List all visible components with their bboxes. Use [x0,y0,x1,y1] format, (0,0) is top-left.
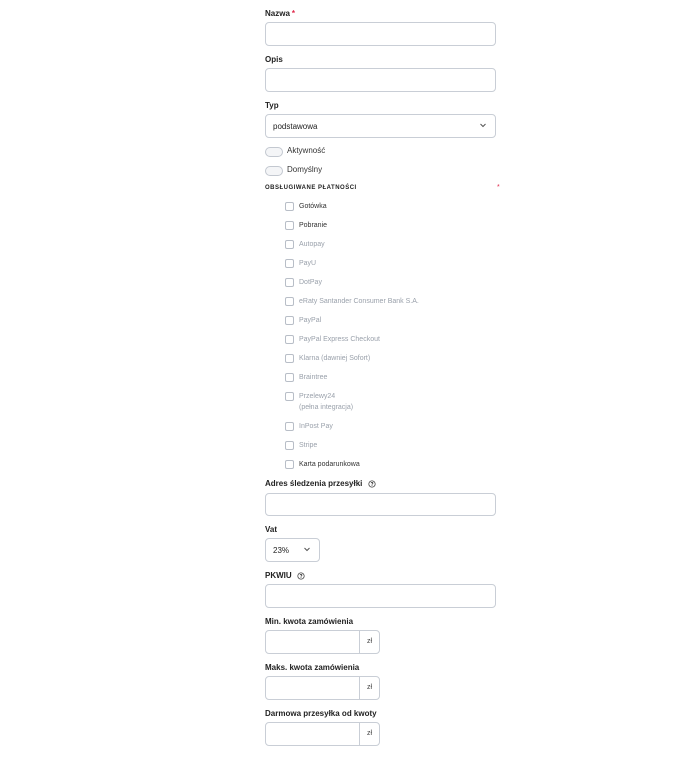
type-select-value: podstawowa [273,122,318,131]
payment-checkbox[interactable] [285,259,294,268]
currency-addon: zł [359,631,379,653]
currency-addon: zł [359,677,379,699]
max-order-input[interactable] [265,676,380,700]
name-label: Nazwa * [265,9,296,18]
payment-checkbox[interactable] [285,335,294,344]
active-toggle[interactable] [265,147,283,157]
payment-option-label: Braintree [299,374,328,381]
payment-option-label: Gotówka [299,203,327,210]
vat-select-value: 23% [273,546,290,555]
payment-option-label: Przelewy24 (pełna integracja) [299,393,354,411]
chevron-down-icon [302,544,312,554]
free-shipping-input[interactable] [265,722,380,746]
free-shipping-label: Darmowa przesyłka od kwoty [265,709,377,718]
payment-option-label: Klarna (dawniej Sofort) [299,355,371,362]
vat-select[interactable] [265,538,320,562]
payment-checkbox[interactable] [285,392,294,401]
type-label: Typ [265,101,279,110]
description-label: Opis [265,55,283,64]
payment-option-label: PayPal [299,317,322,324]
payment-checkbox[interactable] [285,373,294,382]
max-order-label: Maks. kwota zamówienia [265,663,360,672]
payments-section-title: OBSŁUGIWANE PŁATNOŚCI [265,185,357,191]
payment-option-label: Stripe [299,442,318,449]
default-label: Domyślny [287,165,323,174]
min-order-label: Min. kwota zamówienia [265,617,354,626]
description-input[interactable] [265,68,496,92]
payments-required-mark: * [497,184,500,191]
pkwiu-input[interactable] [265,584,496,608]
payment-checkbox[interactable] [285,441,294,450]
payment-option-label: InPost Pay [299,423,333,430]
payment-checkbox[interactable] [285,202,294,211]
payment-checkbox[interactable] [285,460,294,469]
currency-addon: zł [359,723,379,745]
payment-option-label: PayU [299,260,317,267]
payment-checkbox[interactable] [285,221,294,230]
active-label: Aktywność [287,146,326,155]
payment-option-label: Autopay [299,241,325,248]
tracking-label: Adres śledzenia przesyłki [265,479,376,489]
min-order-input[interactable] [265,630,380,654]
payment-checkbox[interactable] [285,297,294,306]
default-toggle[interactable] [265,166,283,176]
tracking-url-input[interactable] [265,493,496,516]
payment-option-label: DotPay [299,279,322,286]
required-mark: * [291,9,296,18]
payment-option-label: Karta podarunkowa [299,461,360,468]
pkwiu-label: PKWIU [265,571,305,581]
help-icon[interactable] [368,480,376,488]
payment-option-label: eRaty Santander Consumer Bank S.A. [299,298,419,305]
payment-checkbox[interactable] [285,240,294,249]
vat-label: Vat [265,525,278,534]
type-select[interactable] [265,114,496,138]
help-icon[interactable] [297,572,305,580]
payment-checkbox[interactable] [285,278,294,287]
payment-option-label: PayPal Express Checkout [299,336,380,343]
payment-checkbox[interactable] [285,316,294,325]
payment-checkbox[interactable] [285,354,294,363]
chevron-down-icon [478,120,488,130]
name-input[interactable] [265,22,496,46]
payment-option-label: Pobranie [299,222,328,229]
payment-checkbox[interactable] [285,422,294,431]
